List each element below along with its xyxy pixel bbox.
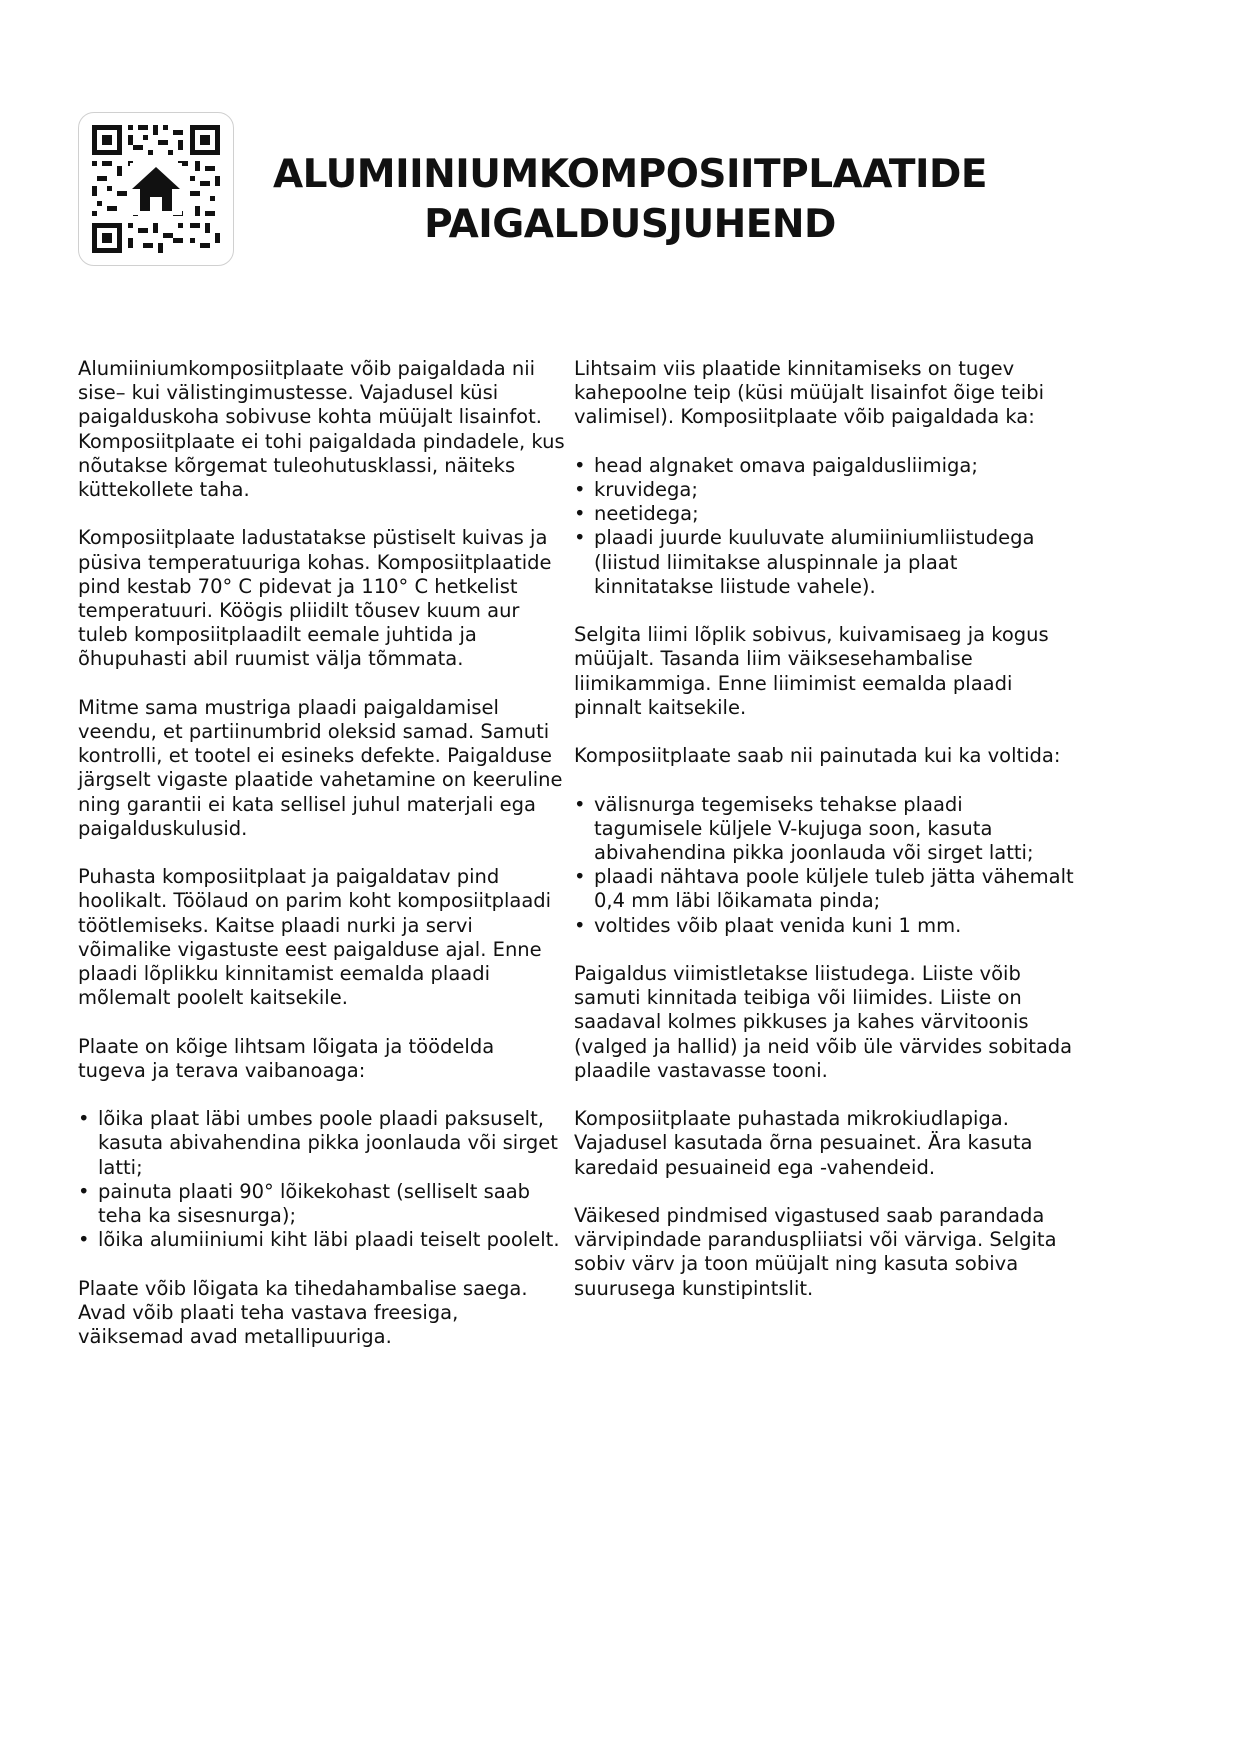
paragraph: Lihtsaim viis plaatide kinnitamiseks on tugev kahepoolne teip (küsi müüjalt lisainfot õige teibi valimisel). Komposiitplaate võib paigaldada ka: [574,357,1045,429]
left-column [78,357,568,1373]
house-icon [130,163,182,215]
title-line-2: PAIGALDUSJUHEND [424,202,836,247]
title-line-1: ALUMIINIUMKOMPOSIITPLAATIDE [272,152,988,197]
paragraph: Väikesed pindmised vigastused saab parandada värvipindade paranduspliiatsi või värviga. Selgita sobiv värv ja toon müüjalt ning kasuta sobiva suurusega kunstipintslit. [574,1204,1057,1300]
paragraph: Paigaldus viimistletakse liistudega. Liiste võib samuti kinnitada teibiga või liimides. Liiste on saadaval kolmes pikkuses ja kahes värvitoonis (valged ja hallid) ja neid võib üle värvides sobitada plaadile vastavasse tooni. [574,962,1073,1082]
bullet-list [78,1107,568,1252]
paragraph: Plaate võib lõigata ka tihedahambalise saega. Avad võib plaati teha vastava freesiga, väiksemad avad metallipuuriga. [78,1276,528,1349]
qr-code [78,112,234,266]
paragraph: Alumiiniumkomposiitplaate võib paigaldada nii sise– kui välistingimustesse. Vajadusel küsi paigalduskoha sobivuse kohta müüjalt lisainfot. Komposiitplaate ei tohi paigaldada pindadele, kus nõutakse kõrgemat tuleohutusklassi, näiteks küttekollete taha. [78,357,565,502]
paragraph: Komposiitplaate saab nii painutada kui ka voltida: [574,744,1061,768]
paragraph: Puhasta komposiitplaat ja paigaldatav pind hoolikalt. Töölaud on parim koht komposiitplaadi töötlemiseks. Kaitse plaadi nurki ja servi võimalike vigastuste eest paigalduse ajal. Enne plaadi lõplikku kinnitamist eemalda plaadi mõlemalt poolelt kaitsekile. [78,865,552,1010]
right-column [574,357,1074,1325]
list-item: • painuta plaati 90° lõikekohast (selliselt saab teha ka sisesnurga); [78,1180,568,1228]
bullet-list [574,793,1074,938]
list-item: • kruvidega; [574,478,1074,502]
paragraph: Plaate on kõige lihtsam lõigata ja töödelda tugeva ja terava vaibanoaga: [78,1034,495,1082]
list-item: • lõika plaat läbi umbes poole plaadi paksuselt, kasuta abivahendina pikka joonlauda või sirget latti; [78,1107,568,1180]
list-item: • head algnaket omava paigaldusliimiga; [574,454,1074,478]
page-title [260,150,1000,250]
list-item: • voltides võib plaat venida kuni 1 mm. [574,914,1074,938]
list-item: • lõika alumiiniumi kiht läbi plaadi teiselt poolelt. [78,1228,568,1252]
paragraph: Komposiitplaate puhastada mikrokiudlapiga. Vajadusel kasutada õrna pesuainet. Ära kasuta karedaid pesuaineid ega -vahendeid. [574,1107,1033,1179]
paragraph: Selgita liimi lõplik sobivus, kuivamisaeg ja kogus müüjalt. Tasanda liim väiksesehambalise liimikammiga. Enne liimimist eemalda plaadi pinnalt kaitsekile. [574,623,1049,719]
list-item: • plaadi nähtava poole küljele tuleb jätta vähemalt 0,4 mm läbi lõikamata pinda; [574,865,1074,913]
paragraph: Komposiitplaate ladustatakse püstiselt kuivas ja püsiva temperatuuriga kohas. Komposiitplaatide pind kestab 70° C pidevat ja 110° C hetkelist temperatuuri. Köögis pliidilt tõusev kuum aur tuleb komposiitplaadilt eemale juhtida ja õhupuhasti abil ruumist välja tõmmata. [78,526,552,671]
bullet-list [574,454,1074,599]
list-item: • plaadi juurde kuuluvate alumiiniumliistudega (liistud liimitakse aluspinnale ja plaat kinnitatakse liistude vahele). [574,526,1074,599]
list-item: • neetidega; [574,502,1074,526]
qr-code-graphic [92,125,220,253]
list-item: • välisnurga tegemiseks tehakse plaadi tagumisele küljele V-kujuga soon, kasuta abivahendina pikka joonlauda või sirget latti; [574,793,1074,866]
paragraph: Mitme sama mustriga plaadi paigaldamisel veendu, et partiinumbrid oleksid samad. Samuti kontrolli, et tootel ei esineks defekte. Paigalduse järgselt vigaste plaatide vahetamine on keeruline ning garantii ei kata sellisel juhul materjali ega paigalduskulusid. [78,695,563,840]
